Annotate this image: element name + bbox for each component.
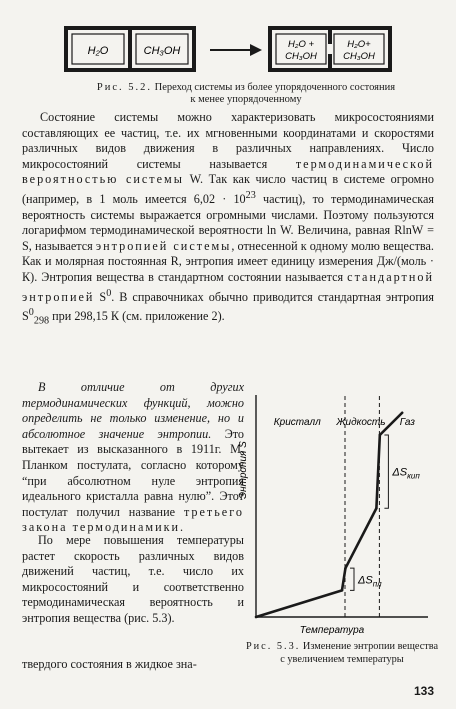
- figure-5-3-label: Рис. 5.3.: [245, 641, 301, 652]
- box2-left-top-label: H₂O +: [287, 39, 315, 50]
- p2-italic: В отличие от других термодинамических функций, можно определить не только изменение, но и абсолютное значение энтропии.: [22, 380, 244, 441]
- region-label-2: Жидкость: [336, 417, 386, 428]
- transition-arrow: [210, 44, 262, 56]
- p1-text-1: Состояние системы можно характеризовать микросостояниями составляющих ее частиц, т.е. их мгновенными координатами и скоростями различных видов движения в различных направлениях. Число микросостояний системы называется: [22, 110, 434, 171]
- paragraph-transition-line: [22, 657, 244, 673]
- region-label-1: Кристалл: [273, 417, 321, 428]
- p1-text-2: W. Так как число частиц в системе огромно (например, в 1 моль имеется 6,02 · 10: [22, 172, 434, 207]
- term-thermodynamic-probability: термодинамической вероятностью системы: [22, 156, 434, 187]
- p2-text-1: Это вытекает из высказанного в 1911г. М. Планком постулата, согласно которому “при абсолютном нуле энтропия идеального кристалла равна нулю”. Этот постулат получил название: [22, 426, 244, 519]
- p1-sup-2: 0: [28, 307, 34, 319]
- page-number: 133: [413, 684, 434, 698]
- delta-s-bracket-1: [350, 568, 354, 590]
- figure-5-2: [60, 22, 396, 80]
- figure-5-3-text: Изменение энтропии вещества с увеличением температуры: [280, 641, 439, 665]
- term-third-law: третьего закона термодинамики: [22, 504, 244, 535]
- delta-s-subscript-2: кип: [407, 471, 420, 481]
- figure-5-2-label: Рис. 5.2.: [96, 82, 153, 93]
- p3-text: По мере повышения температуры растет скорость различных видов движений частиц, т.е. число их микросостояний и соответственно термодинамическая вероятность и энтропия вещества (рис. 5.3).: [22, 533, 244, 625]
- entropy-chart: [240, 385, 440, 641]
- entropy-curve-segment-3: [345, 508, 376, 568]
- entropy-curve-segment-1: [256, 590, 342, 617]
- figure-5-2-caption: [96, 82, 396, 106]
- p1-text-7: при 298,15 К (см. приложение 2).: [49, 309, 225, 324]
- delta-s-label-1: $\Delta S_{пл}$: [358, 574, 382, 589]
- x-axis-label: Температура: [299, 625, 365, 636]
- paragraph-third-law: [22, 380, 244, 536]
- figure-5-3-caption: [244, 640, 440, 666]
- box1-right-label: CH₃OH: [143, 45, 181, 57]
- p1-text-6: . В справочниках обычно приводится стандартная энтропия S: [22, 289, 434, 324]
- box1-left-label: H₂O: [87, 45, 109, 57]
- y-axis-label: Энтропия S: [238, 441, 249, 499]
- p1-sub-2: 298: [33, 315, 50, 327]
- box2-right-top-label: H₂O+: [347, 39, 371, 50]
- avogadro-exponent: 23: [245, 189, 256, 201]
- figure-5-2-text: Переход системы из более упорядоченного состояния к менее упорядоченному: [152, 82, 396, 105]
- term-standard-entropy: стандартной энтропией: [22, 270, 434, 304]
- box2-left-bottom-label: CH₃OH: [285, 51, 317, 62]
- delta-s-subscript-1: пл: [372, 579, 382, 589]
- paragraph-temperature: [22, 533, 244, 641]
- p2-text-2: .: [180, 520, 184, 535]
- box2-right-bottom-label: CH₃OH: [343, 51, 375, 62]
- p4-line-2: твердого состояния в жидкое зна-: [22, 657, 197, 671]
- delta-s-label-2: $\Delta S_{кип}$: [392, 466, 420, 481]
- p1-sup-1: 0: [106, 287, 112, 299]
- box-ordered: [66, 28, 194, 70]
- region-label-3: Газ: [399, 417, 415, 428]
- p1-text-3: частиц), то термодинамическая вероятность системы выражается огромными числами. Поэтому пользуются логарифмом термодинамической вероятности ln W. Величина, равная RlnW = S, называется: [22, 192, 434, 253]
- box-disordered: [270, 28, 390, 70]
- term-entropy: энтропией системы: [95, 238, 232, 253]
- p1-text-5: S: [94, 289, 107, 304]
- paragraph-entropy-definition: [22, 110, 434, 329]
- p1-text-4: , отнесенной к одному молю вещества. Как и молярная постоянная R, энтропия имеет единицу измерения Дж/(моль · К). Энтропия вещества в стандартном состоянии называется: [22, 238, 434, 284]
- delta-s-bracket-2: [384, 435, 388, 508]
